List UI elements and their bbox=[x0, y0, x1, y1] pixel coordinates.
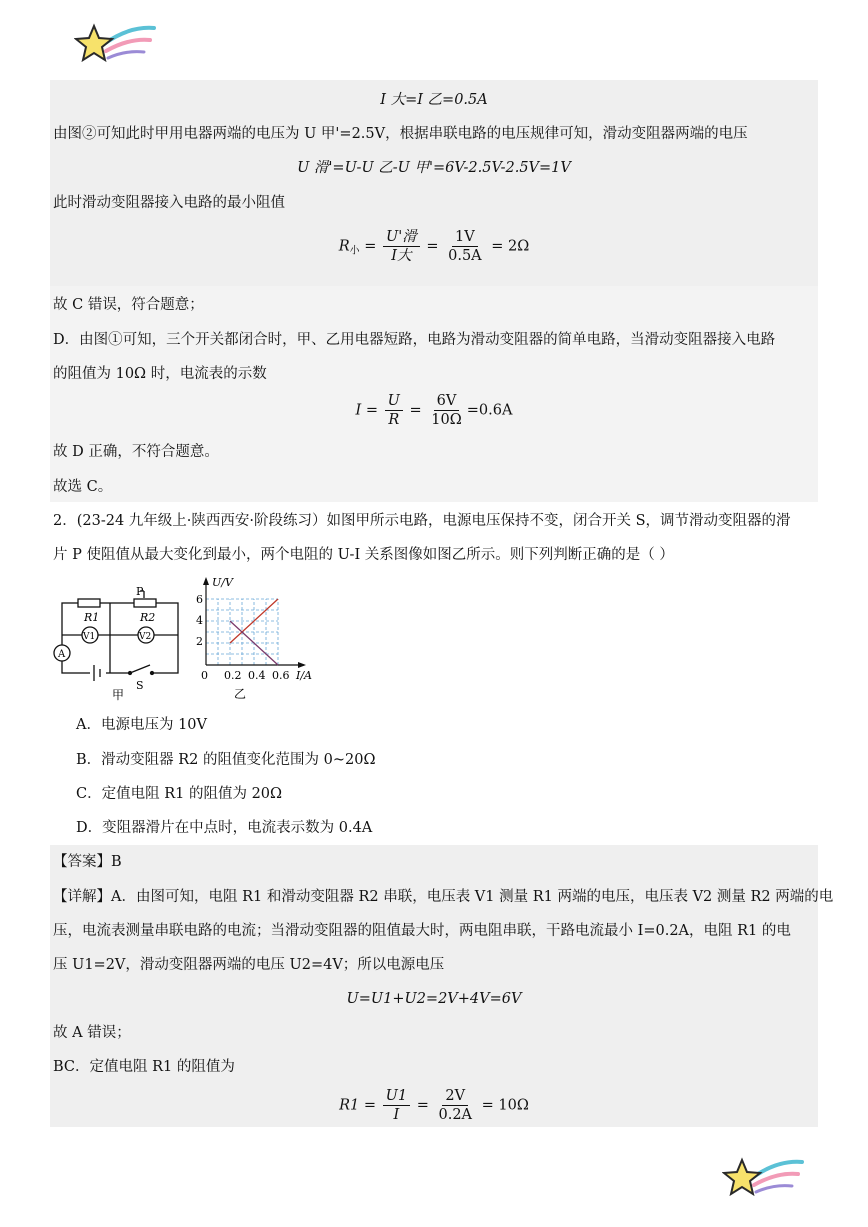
eq-result: = 2Ω bbox=[491, 238, 530, 255]
equation-current: I = $\frac{U}{R}$ = $\frac{6V}{10\Omega}$ =0.6A bbox=[355, 393, 513, 428]
frac-den: 0.5A bbox=[448, 248, 482, 264]
equation-r1: R1 = $\frac{U1}{I}$ = $\frac{2V}{0.2A}$ = 10Ω bbox=[339, 1088, 529, 1123]
ui-graph bbox=[192, 573, 324, 705]
text-line: 故选 C。 bbox=[53, 479, 113, 495]
text-line: 此时滑动变阻器接入电路的最小阻值 bbox=[53, 195, 285, 211]
question-text: 片 P 使阻值从最大变化到最小，两个电阻的 U-I 关系图像如图乙所示。则下列判断正确的是（ ） bbox=[53, 547, 674, 563]
equation-source-voltage: U=U1+U2=2V+4V=6V bbox=[346, 991, 522, 1007]
text-line: 故 C 错误，符合题意； bbox=[53, 297, 204, 313]
explanation-line: 压，电流表测量串联电路的电流；当滑动变阻器的阻值最大时，两电阻串联，干路电流最小 I=0.2A，电阻 R1 的电 bbox=[53, 923, 791, 939]
x-tick-0.4: 0.4 bbox=[248, 669, 266, 682]
explanation-line: BC．定值电阻 R1 的阻值为 bbox=[53, 1059, 235, 1075]
label-p: P bbox=[136, 585, 144, 598]
y-axis-label: U/V bbox=[212, 576, 233, 589]
label-v1: V1 bbox=[83, 632, 96, 642]
label-v2: V2 bbox=[139, 632, 152, 642]
fraction bbox=[428, 392, 464, 429]
explanation-line: 压 U1=2V，滑动变阻器两端的电压 U2=4V；所以电源电压 bbox=[53, 957, 445, 973]
equation-min-resistance: $R_小$ = $\frac{\text{U'滑}}{\text{I大}}$ = $\frac{1V}{0.5A}$ = 2Ω bbox=[338, 229, 530, 264]
frac-num: U'滑 bbox=[383, 228, 420, 247]
option-c: C．定值电阻 R1 的阻值为 20Ω bbox=[76, 786, 283, 802]
shooting-star-icon-top bbox=[74, 18, 158, 68]
fraction bbox=[383, 1087, 410, 1124]
circuit-diagram bbox=[50, 585, 190, 705]
shooting-star-icon-bottom bbox=[722, 1152, 806, 1202]
question-text: 2．(23-24 九年级上·陕西西安·阶段练习）如图甲所示电路，电源电压保持不变，闭合开关 S，调节滑动变阻器的滑 bbox=[53, 513, 791, 529]
label-s: S bbox=[136, 679, 144, 692]
frac-den: I大 bbox=[391, 248, 412, 264]
frac-den: 10Ω bbox=[431, 412, 462, 428]
equation-slider-voltage: U 滑'=U-U 乙-U 甲'=6V-2.5V-2.5V=1V bbox=[297, 160, 571, 176]
eq-result: = 10Ω bbox=[481, 1097, 529, 1114]
fraction bbox=[445, 228, 485, 265]
explanation-line: 【详解】A．由图可知，电阻 R1 和滑动变阻器 R2 串联，电压表 V1 测量 R1 两端的电压，电压表 V2 测量 R2 两端的电 bbox=[53, 889, 834, 905]
frac-num: 1V bbox=[452, 228, 478, 247]
answer-label: 【答案】B bbox=[53, 854, 122, 870]
caption-yi: 乙 bbox=[234, 687, 247, 701]
eq-lhs: R1 = bbox=[339, 1097, 377, 1114]
y-tick-2: 2 bbox=[196, 635, 203, 648]
explanation-line: 故 A 错误； bbox=[53, 1025, 131, 1041]
label-r2: R2 bbox=[140, 611, 156, 624]
option-b: B．滑动变阻器 R2 的阻值变化范围为 0~20Ω bbox=[76, 752, 376, 768]
frac-num: 6V bbox=[434, 392, 460, 411]
x-axis-label: I/A bbox=[296, 669, 312, 682]
frac-den: 0.2A bbox=[438, 1107, 473, 1123]
frac-num: U1 bbox=[383, 1087, 410, 1106]
eq-lhs-sub: 小 bbox=[349, 245, 360, 257]
eq-lhs: I = bbox=[355, 402, 379, 419]
option-a: A．电源电压为 10V bbox=[76, 717, 208, 733]
text-line: 的阻值为 10Ω 时，电流表的示数 bbox=[53, 366, 267, 382]
text-line: D．由图①可知，三个开关都闭合时，甲、乙用电器短路，电路为滑动变阻器的简单电路，当滑动变阻器接入电路 bbox=[53, 332, 776, 348]
option-d: D．变阻器滑片在中点时，电流表示数为 0.4A bbox=[76, 820, 373, 836]
equation-current-max: I 大=I 乙=0.5A bbox=[380, 92, 488, 108]
fraction bbox=[385, 392, 403, 429]
y-tick-4: 4 bbox=[196, 614, 203, 627]
x-tick-0.6: 0.6 bbox=[272, 669, 290, 682]
eq-result: =0.6A bbox=[466, 402, 513, 419]
frac-num: U bbox=[385, 392, 403, 411]
x-tick-0: 0 bbox=[201, 669, 208, 682]
fraction bbox=[435, 1087, 475, 1124]
caption-jia: 甲 bbox=[112, 688, 125, 702]
label-a: A bbox=[58, 649, 66, 660]
label-r1: R1 bbox=[84, 611, 100, 624]
x-tick-0.2: 0.2 bbox=[224, 669, 242, 682]
text-line: 由图②可知此时甲用电器两端的电压为 U 甲'=2.5V，根据串联电路的电压规律可知，滑动变阻器两端的电压 bbox=[53, 126, 748, 142]
fraction bbox=[383, 228, 420, 265]
y-tick-6: 6 bbox=[196, 593, 203, 606]
frac-den: R bbox=[388, 412, 400, 428]
eq-lhs: R bbox=[338, 238, 350, 255]
frac-den: I bbox=[393, 1107, 400, 1123]
frac-num: 2V bbox=[442, 1087, 468, 1106]
text-line: 故 D 正确，不符合题意。 bbox=[53, 444, 219, 460]
